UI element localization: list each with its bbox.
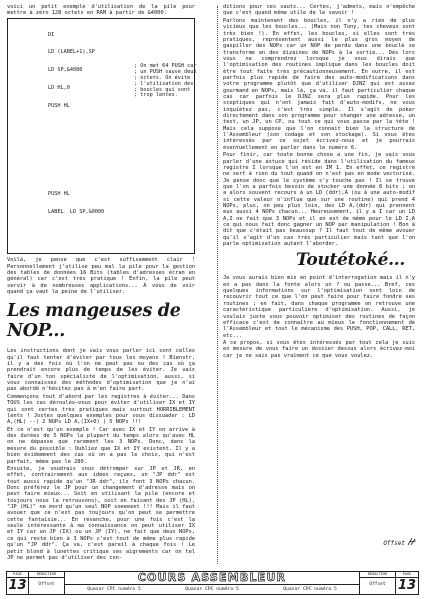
- page-number: 13: [397, 578, 417, 593]
- paragraph: Les instructions dont je vais vous parler ici sont celles qu'il faut tenter d'éviter par tous les moyens ! Bienstr, il y a des fois où l'on ne peut pas ou des cas où ça prendrait encore plus de temps de les éviter. Je vais faire d'un ton spécialiste de l'optimisation, aussi, si vous connaissez des méthodes d'optimisation que je n'ai pas abordé n'hésitez pas à m'en faire part.: [7, 348, 195, 393]
- paragraph: Et ce n'est qu'un exemple ! Car avec IX et IY on arrive à des durées de 5 NOPs la plupart du temps alors qu'avec HL on ne dépasse que rarement les 3 NOPs. Donc, dans la mesure du possible : Oubliez que IX et IY existent. Il y a bien évidemment des cas où on a pas le choix, qui n'est parfait, même pas le 280.: [7, 426, 195, 465]
- section-heading: Toutétoké...: [296, 250, 406, 271]
- paragraph: Pour finir, car toute bonne chose a une fin, je vais vous parler d'une astuce qui réside dans l'utilisation du fameux registre I lorsque l'on est en IM 1. En effet, ce registre ne sert à rien du tout quand on n'est pas en mode vectorisé. Je pense donc que le système s'y touche pas ! Il se trouve que l'on a parfois besoin de stocker une donnée 8 bits ; on a alors souvent recours à un LD (ddr),A (ou à une auto-modif si cette valeur n'influe que sur une routine) qui prend 4 NOPs, plus, on peu plus loin, des LD A,(ddr) qui prennent eux aussi 4 NOPs chacun... Heureusement, il y a I car un LD A,I ne fait que 3 NOPs et il en est de même pour le LD I,A ce qui nous fait donc gagner un NOP par manipulation ! Bon à dit que c'était pas beaucoup ? Il faut tout de même avouer qu'il s'agit d'un cas très particulier mais tant que l'on parle optimisation autant l'aborder.: [223, 152, 415, 248]
- footer-title-box: [65, 572, 360, 594]
- code-line: LD (LABEL+1),SP: [48, 49, 95, 56]
- code-line: [48, 174, 191, 180]
- code-line: LD SP,&4080: [48, 67, 83, 74]
- code-line: PUSH HL: [48, 191, 70, 198]
- section-title: COURS ASSEMBLEUR: [65, 572, 359, 585]
- paragraph: Parlons maintenant des boucles, il n'y a rien de plus vicieux que les boucles... (Mais non Tony, tes cheveux sont très bien !). En effet, les boucles, si elles sont très pratiques, représentent aussi le plus gros moyen de gaspiller des NOPs car un NOP de perdu dans une boucle se transforme en des dizaines de NOPs à la sortie... Dès lors vous ne comprendrez lorsque je vous dirais que l'optimisation des routines implique dans les boucles doit être tout faite très précautionneusement. En outre, il est parfois plus rapide de faire des auto-modifications dans votre programme plutôt que d'utiliser DJNZ qui est assez gourmand en NOPs, mais là, ça va, il faut particulier chaque cas car parfois le DJNZ sera plus rapide. Pour les sceptiques qui n'ont jamais fait d'auto-modifs, ne vous inquiétez pas, c'est très simple. Il s'agit de poker directement dans son programme pour changer une adresse, un test, un JP, un CP, ou tout ce qui vous passe par la tête ! Mais cela suppose que l'on connait bien la structure de l'Assembleur (son codage et son stockage). Si vous êtes intéressés par ce sujet écrivez-nous et je pourrais éventuellement en parler dans le numéro 6.: [223, 17, 415, 151]
- page-footer: [6, 571, 419, 595]
- page-label: PAGE: [396, 572, 418, 578]
- code-line: LABEL LD SP,&0000: [48, 208, 105, 215]
- code-line: [48, 157, 191, 163]
- issue-text: Quasar CPC numéro 5: [283, 587, 337, 592]
- code-line: LD HL,0: [48, 84, 70, 91]
- redacteur-label: RÉDACTEUR: [29, 572, 64, 578]
- redacteur-name: Offset: [38, 582, 55, 587]
- footer-redacteur-box: [360, 572, 396, 594]
- column-divider: [217, 6, 218, 564]
- right-column: [223, 4, 415, 360]
- paragraph: Commençons tout d'abord par les registres à éviter... Dans TOUS les cas déroulés—vous pour éviter d'utiliser IX et IY qui sont certes très pratiques mais surtout HORRIBLEMENT lents ! Jostes quelques exemples pour vous dissuader : LD A,(HL) --) 2 NOPs LD A,(IX+0) ) 5 NOPs !!!: [7, 393, 195, 426]
- paragraph: A ce propos, si vous êtes intéressés par tout cela je suis en mesure de vous faire un dossier dessus alors écrivez-moi car je ne sais pas vraiment ce que vous voulez.: [223, 340, 415, 359]
- redacteur-name: Offset: [369, 582, 386, 587]
- page-number: 13: [8, 578, 27, 593]
- page-label: PAGE: [7, 572, 28, 578]
- paragraph: Je vous aurais bien mis en point d'interrogation mais il n'y en a pas dans la fonte alors un ? ou passe... Bref, ces quelques informations sur l'optimisation sont loin de recouvrir tout ce que l'on peut faire pour faire fondre ses routines ; en fait, dans chaque programme on retrouve une caractéristique particulière d'optimisation. Aussi, je voulais juste vous pouvoir optimiser des routines de façon efficace c'est de connaître au mieux le fonctionnement de l'Assembleur et tout le mécanisme des PUSH, POP, CALL, RET, etc...: [223, 275, 415, 339]
- issue-text: Quasar CPC numéro 5: [87, 587, 141, 592]
- code-listing: [7, 18, 195, 254]
- footer-page-box: [7, 572, 29, 594]
- code-comments: ; On met 64 PUSH car ; un PUSH sauve deux ; octets. On évite ; l'utilisation des ; boucles qui sont ; trop lentes.: [134, 62, 197, 99]
- paragraph: Voilà, je pense que c'est suffisamment clair ! Personnellement j'utilise peu mal la pile pour la gestion des tables de données 16 Bits (tables d'adresses écran en général) car c'est très pratique ! Enfin, la pile peut servir à de nombreuses applications... À vous de voir quand ça vaut la peine de l'utiliser.: [7, 257, 195, 295]
- left-column: [7, 4, 195, 562]
- paragraph: Ensuite, je voudrais vous détromper sur JP et JR, en effet, contrairement aux idées reçues, un "JP ddr" est tout aussi rapide qu'un "JR ddr", ils font 3 NOPs chacun. Donc préférez le JP pour un changement d'adresse mais on peut faire mieux... Soit en utilisant la pile (encore et toujours nous la retrouvons), soit en faisant des JP (HL), "JP (HL)" ne mord qu'un seul NOP soeeeeet !!! Mais il faut avouer que ce n'est pas toujours qu'on peut se permettre cette fantaisie... En revanche, pour une fois c'est la seule intéressante à ma connaissance on peut utiliser IX et IY car un JP (IX) ou un JP (IY), ne fait que deux NOPs, ce qui reste bien à 3 NOPs c'est tout de même plus rapide qu'un "JP ddr". Ça va, c'est pareil à chaque fois ! Le petit blond à lunettes critique ses aigrements car on tel JP ne permet pas d'utiliser des con-: [7, 466, 195, 561]
- footer-page-box: [396, 572, 418, 594]
- issue-text: Quasar CPC numéro 5: [185, 587, 239, 592]
- code-line: [48, 228, 191, 234]
- code-line: [48, 121, 191, 127]
- paragraph: ditions pour ces sauts... Certes, j'admets, mais n'empêche que c'est quand même utile de le savoir !: [223, 4, 415, 17]
- redacteur-label: RÉDACTEUR: [360, 572, 395, 578]
- code-line: PUSH HL: [48, 102, 70, 109]
- pen-scribble-icon: [407, 537, 417, 546]
- issue-line: [65, 585, 359, 595]
- author-signature: Offset: [383, 540, 405, 547]
- footer-redacteur-box: [29, 572, 65, 594]
- intro-text: voici un petit exemple d'utilisation de la pile pour mettre à zéro 128 octets en RAM à partir de &4000:: [7, 4, 195, 17]
- section-heading: Les mangeuses de NOP...: [7, 301, 181, 342]
- code-line: DI: [48, 31, 55, 38]
- code-line: [48, 139, 191, 145]
